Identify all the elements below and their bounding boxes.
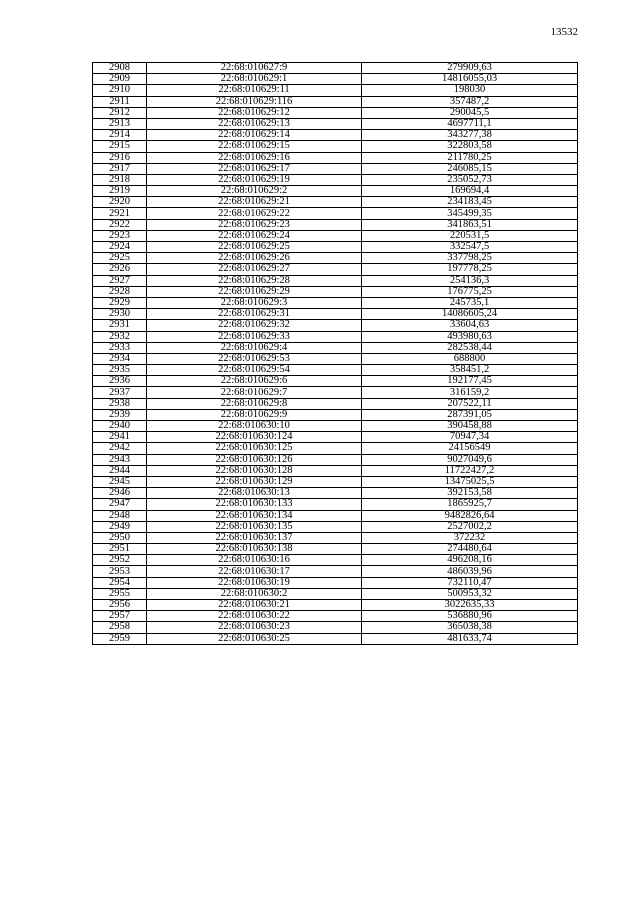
- cadastral-number-cell: 22:68:010629:25: [147, 242, 362, 253]
- table-row: [93, 566, 578, 577]
- cadastral-number-cell: 22:68:010629:54: [147, 365, 362, 376]
- row-number-cell: 2937: [93, 387, 147, 398]
- row-number-cell: 2955: [93, 588, 147, 599]
- table-row: [93, 331, 578, 342]
- row-number-cell: 2949: [93, 521, 147, 532]
- table-row: [93, 588, 578, 599]
- value-cell: 496208,16: [362, 555, 578, 566]
- cadastral-number-cell: 22:68:010629:116: [147, 96, 362, 107]
- row-number-cell: 2911: [93, 96, 147, 107]
- table-row: [93, 96, 578, 107]
- table-row: [93, 230, 578, 241]
- cadastral-number-cell: 22:68:010630:17: [147, 566, 362, 577]
- row-number-cell: 2934: [93, 353, 147, 364]
- page-number: 13532: [550, 26, 578, 38]
- table-row: [93, 74, 578, 85]
- table-row: [93, 510, 578, 521]
- cadastral-number-cell: 22:68:010629:7: [147, 387, 362, 398]
- row-number-cell: 2940: [93, 421, 147, 432]
- table-row: [93, 544, 578, 555]
- row-number-cell: 2932: [93, 331, 147, 342]
- row-number-cell: 2943: [93, 454, 147, 465]
- cadastral-number-cell: 22:68:010630:19: [147, 577, 362, 588]
- row-number-cell: 2933: [93, 342, 147, 353]
- table-row: [93, 141, 578, 152]
- cadastral-number-cell: 22:68:010630:21: [147, 600, 362, 611]
- row-number-cell: 2920: [93, 197, 147, 208]
- cadastral-number-cell: 22:68:010629:15: [147, 141, 362, 152]
- row-number-cell: 2936: [93, 376, 147, 387]
- row-number-cell: 2954: [93, 577, 147, 588]
- table-row: [93, 63, 578, 74]
- row-number-cell: 2912: [93, 107, 147, 118]
- value-cell: 211780,25: [362, 152, 578, 163]
- table-row: [93, 476, 578, 487]
- table-row: [93, 409, 578, 420]
- table-row: [93, 488, 578, 499]
- cadastral-number-cell: 22:68:010629:17: [147, 163, 362, 174]
- cadastral-number-cell: 22:68:010630:16: [147, 555, 362, 566]
- cadastral-number-cell: 22:68:010630:2: [147, 588, 362, 599]
- table-row: [93, 600, 578, 611]
- row-number-cell: 2908: [93, 63, 147, 74]
- row-number-cell: 2957: [93, 611, 147, 622]
- value-cell: 341863,51: [362, 219, 578, 230]
- table-row: [93, 320, 578, 331]
- value-cell: 287391,05: [362, 409, 578, 420]
- cadastral-number-cell: 22:68:010630:125: [147, 443, 362, 454]
- cadastral-number-cell: 22:68:010630:128: [147, 465, 362, 476]
- row-number-cell: 2910: [93, 85, 147, 96]
- cadastral-number-cell: 22:68:010630:138: [147, 544, 362, 555]
- cadastral-number-cell: 22:68:010630:23: [147, 622, 362, 633]
- value-cell: 358451,2: [362, 365, 578, 376]
- row-number-cell: 2945: [93, 476, 147, 487]
- table-row: [93, 130, 578, 141]
- cadastral-number-cell: 22:68:010629:19: [147, 174, 362, 185]
- value-cell: 198030: [362, 85, 578, 96]
- table-row: [93, 186, 578, 197]
- row-number-cell: 2956: [93, 600, 147, 611]
- value-cell: 290045,5: [362, 107, 578, 118]
- cadastral-number-cell: 22:68:010629:27: [147, 264, 362, 275]
- row-number-cell: 2931: [93, 320, 147, 331]
- value-cell: 9482826,64: [362, 510, 578, 521]
- table-row: [93, 163, 578, 174]
- value-cell: 337798,25: [362, 253, 578, 264]
- table-row: [93, 118, 578, 129]
- value-cell: 282538,44: [362, 342, 578, 353]
- value-cell: 322803,58: [362, 141, 578, 152]
- value-cell: 279909,63: [362, 63, 578, 74]
- value-cell: 732110,47: [362, 577, 578, 588]
- table-row: [93, 107, 578, 118]
- value-cell: 1865925,7: [362, 499, 578, 510]
- value-cell: 14086605,24: [362, 309, 578, 320]
- row-number-cell: 2916: [93, 152, 147, 163]
- value-cell: 11722427,2: [362, 465, 578, 476]
- cadastral-number-cell: 22:68:010629:6: [147, 376, 362, 387]
- cadastral-number-cell: 22:68:010630:13: [147, 488, 362, 499]
- row-number-cell: 2942: [93, 443, 147, 454]
- cadastral-number-cell: 22:68:010630:134: [147, 510, 362, 521]
- cadastral-number-cell: 22:68:010629:29: [147, 286, 362, 297]
- row-number-cell: 2944: [93, 465, 147, 476]
- cadastral-number-cell: 22:68:010629:8: [147, 398, 362, 409]
- value-cell: 176775,25: [362, 286, 578, 297]
- cadastral-number-cell: 22:68:010627:9: [147, 63, 362, 74]
- cadastral-number-cell: 22:68:010629:3: [147, 297, 362, 308]
- cadastral-number-cell: 22:68:010629:33: [147, 331, 362, 342]
- table-row: [93, 253, 578, 264]
- value-cell: 33604,63: [362, 320, 578, 331]
- table-row: [93, 297, 578, 308]
- value-cell: 254136,3: [362, 275, 578, 286]
- value-cell: 332547,5: [362, 242, 578, 253]
- cadastral-number-cell: 22:68:010630:133: [147, 499, 362, 510]
- cadastral-number-cell: 22:68:010629:26: [147, 253, 362, 264]
- value-cell: 343277,38: [362, 130, 578, 141]
- value-cell: 245735,1: [362, 297, 578, 308]
- cadastral-number-cell: 22:68:010629:28: [147, 275, 362, 286]
- table-body: [93, 63, 578, 645]
- value-cell: 13475025,5: [362, 476, 578, 487]
- table-row: [93, 309, 578, 320]
- value-cell: 500953,32: [362, 588, 578, 599]
- value-cell: 24156549: [362, 443, 578, 454]
- table-row: [93, 85, 578, 96]
- value-cell: 246085,15: [362, 163, 578, 174]
- cadastral-number-cell: 22:68:010630:22: [147, 611, 362, 622]
- table-row: [93, 174, 578, 185]
- row-number-cell: 2952: [93, 555, 147, 566]
- cadastral-number-cell: 22:68:010630:135: [147, 521, 362, 532]
- table-row: [93, 208, 578, 219]
- value-cell: 2527002,2: [362, 521, 578, 532]
- value-cell: 392153,58: [362, 488, 578, 499]
- row-number-cell: 2922: [93, 219, 147, 230]
- table-row: [93, 555, 578, 566]
- table-row: [93, 465, 578, 476]
- table-row: [93, 421, 578, 432]
- table-row: [93, 353, 578, 364]
- row-number-cell: 2958: [93, 622, 147, 633]
- cadastral-number-cell: 22:68:010630:137: [147, 532, 362, 543]
- cadastral-number-cell: 22:68:010629:1: [147, 74, 362, 85]
- table-row: [93, 398, 578, 409]
- row-number-cell: 2948: [93, 510, 147, 521]
- value-cell: 390458,88: [362, 421, 578, 432]
- row-number-cell: 2959: [93, 633, 147, 644]
- cadastral-number-cell: 22:68:010629:16: [147, 152, 362, 163]
- value-cell: 481633,74: [362, 633, 578, 644]
- table-row: [93, 242, 578, 253]
- row-number-cell: 2946: [93, 488, 147, 499]
- value-cell: 486039,96: [362, 566, 578, 577]
- value-cell: 345499,35: [362, 208, 578, 219]
- cadastral-number-cell: 22:68:010629:14: [147, 130, 362, 141]
- table-row: [93, 275, 578, 286]
- value-cell: 207522,11: [362, 398, 578, 409]
- value-cell: 192177,45: [362, 376, 578, 387]
- table-row: [93, 152, 578, 163]
- row-number-cell: 2914: [93, 130, 147, 141]
- value-cell: 169694,4: [362, 186, 578, 197]
- row-number-cell: 2915: [93, 141, 147, 152]
- cadastral-number-cell: 22:68:010629:31: [147, 309, 362, 320]
- value-cell: 372232: [362, 532, 578, 543]
- value-cell: 235052,73: [362, 174, 578, 185]
- row-number-cell: 2917: [93, 163, 147, 174]
- cadastral-number-cell: 22:68:010629:21: [147, 197, 362, 208]
- table-row: [93, 219, 578, 230]
- value-cell: 9027049,6: [362, 454, 578, 465]
- row-number-cell: 2919: [93, 186, 147, 197]
- cadastral-number-cell: 22:68:010629:53: [147, 353, 362, 364]
- row-number-cell: 2930: [93, 309, 147, 320]
- cadastral-number-cell: 22:68:010629:22: [147, 208, 362, 219]
- row-number-cell: 2918: [93, 174, 147, 185]
- row-number-cell: 2941: [93, 432, 147, 443]
- row-number-cell: 2926: [93, 264, 147, 275]
- table-row: [93, 264, 578, 275]
- value-cell: 14816055,03: [362, 74, 578, 85]
- cadastral-number-cell: 22:68:010629:32: [147, 320, 362, 331]
- table-row: [93, 532, 578, 543]
- value-cell: 688800: [362, 353, 578, 364]
- row-number-cell: 2927: [93, 275, 147, 286]
- cadastral-number-cell: 22:68:010629:11: [147, 85, 362, 96]
- cadastral-number-cell: 22:68:010629:4: [147, 342, 362, 353]
- row-number-cell: 2923: [93, 230, 147, 241]
- value-cell: 316159,2: [362, 387, 578, 398]
- cadastral-number-cell: 22:68:010630:10: [147, 421, 362, 432]
- row-number-cell: 2947: [93, 499, 147, 510]
- value-cell: 3022635,33: [362, 600, 578, 611]
- value-cell: 274480,64: [362, 544, 578, 555]
- table-row: [93, 454, 578, 465]
- table-row: [93, 611, 578, 622]
- table-row: [93, 432, 578, 443]
- row-number-cell: 2921: [93, 208, 147, 219]
- row-number-cell: 2909: [93, 74, 147, 85]
- row-number-cell: 2913: [93, 118, 147, 129]
- row-number-cell: 2939: [93, 409, 147, 420]
- value-cell: 220531,5: [362, 230, 578, 241]
- value-cell: 70947,34: [362, 432, 578, 443]
- cadastral-value-table: [92, 62, 578, 645]
- row-number-cell: 2938: [93, 398, 147, 409]
- table-row: [93, 365, 578, 376]
- row-number-cell: 2951: [93, 544, 147, 555]
- table-row: [93, 342, 578, 353]
- table-row: [93, 197, 578, 208]
- table-row: [93, 499, 578, 510]
- table-row: [93, 633, 578, 644]
- cadastral-number-cell: 22:68:010630:124: [147, 432, 362, 443]
- cadastral-number-cell: 22:68:010630:126: [147, 454, 362, 465]
- cadastral-number-cell: 22:68:010629:9: [147, 409, 362, 420]
- cadastral-number-cell: 22:68:010630:25: [147, 633, 362, 644]
- row-number-cell: 2924: [93, 242, 147, 253]
- table-row: [93, 622, 578, 633]
- row-number-cell: 2935: [93, 365, 147, 376]
- table-row: [93, 443, 578, 454]
- cadastral-number-cell: 22:68:010630:129: [147, 476, 362, 487]
- cadastral-number-cell: 22:68:010629:2: [147, 186, 362, 197]
- table-row: [93, 376, 578, 387]
- table-row: [93, 286, 578, 297]
- row-number-cell: 2925: [93, 253, 147, 264]
- table-row: [93, 521, 578, 532]
- row-number-cell: 2950: [93, 532, 147, 543]
- cadastral-number-cell: 22:68:010629:23: [147, 219, 362, 230]
- value-cell: 4697711,1: [362, 118, 578, 129]
- value-cell: 365038,38: [362, 622, 578, 633]
- table-row: [93, 577, 578, 588]
- cadastral-number-cell: 22:68:010629:24: [147, 230, 362, 241]
- row-number-cell: 2953: [93, 566, 147, 577]
- value-cell: 197778,25: [362, 264, 578, 275]
- value-cell: 234183,45: [362, 197, 578, 208]
- value-cell: 357487,2: [362, 96, 578, 107]
- cadastral-number-cell: 22:68:010629:13: [147, 118, 362, 129]
- value-cell: 536880,96: [362, 611, 578, 622]
- cadastral-number-cell: 22:68:010629:12: [147, 107, 362, 118]
- row-number-cell: 2928: [93, 286, 147, 297]
- row-number-cell: 2929: [93, 297, 147, 308]
- table-row: [93, 387, 578, 398]
- value-cell: 493980,63: [362, 331, 578, 342]
